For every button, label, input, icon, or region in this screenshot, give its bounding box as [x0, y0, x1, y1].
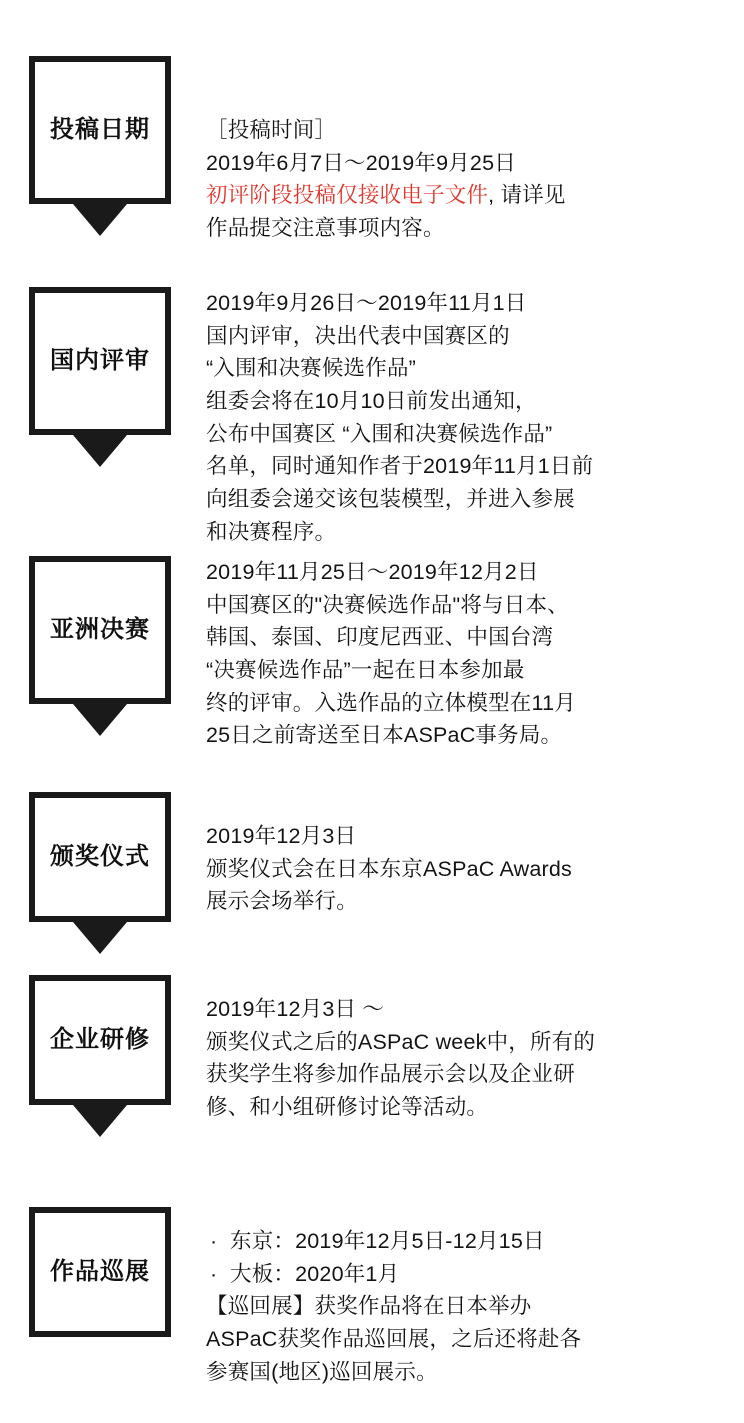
description-line: 公布中国赛区 “入围和决赛候选作品” [206, 421, 553, 446]
description-line: 获奖学生将参加作品展示会以及企业研 [206, 1062, 575, 1087]
description-line: 修、和小组研修讨论等活动。 [206, 1095, 489, 1120]
stage-description-asia-final [200, 520, 744, 752]
stage-description-corporate-training [200, 955, 744, 1124]
arrow-down-icon [73, 204, 127, 236]
description-text [206, 820, 726, 918]
arrow-down-icon [73, 435, 127, 467]
description-line-text: 大板：2020年1月 [230, 1261, 400, 1286]
stage-label-text: 作品巡展 [50, 1257, 150, 1285]
stage-label-group-domestic-review [0, 245, 200, 467]
description-line: ［投稿时间］ [206, 118, 337, 142]
description-line: 韩国、泰国、印度尼西亚、中国台湾 [206, 625, 554, 650]
description-line: “入围和决赛候选作品” [206, 356, 417, 381]
stage-label-group-asia-final [0, 520, 200, 736]
description-line: 和决赛程序。 [206, 519, 337, 544]
stage-label-box-award-ceremony [29, 792, 171, 922]
description-line: 中国赛区的"决赛候选作品"将与日本、 [206, 592, 569, 617]
description-line: 【巡回展】获奖作品将在日本举办 [206, 1294, 532, 1319]
stage-label-group-submission-date [0, 40, 200, 236]
description-line-highlight: 初评阶段投稿仅接收电子文件 [206, 183, 489, 208]
description-line-text: 东京：2019年12月5日-12月15日 [230, 1229, 545, 1253]
stage-label-text: 亚洲决赛 [50, 615, 150, 643]
description-text [206, 1225, 726, 1388]
stage-description-submission-date [200, 40, 744, 245]
description-line: 作品提交注意事项内容。 [206, 216, 445, 241]
arrow-down-icon [73, 922, 127, 954]
description-text [206, 114, 726, 245]
description-line: 2019年6月7日〜2019年9月25日 [206, 150, 516, 175]
description-line: 终的评审。入选作品的立体模型在11月 [206, 690, 576, 715]
description-line: ASPaC获奖作品巡回展，之后还将赴各 [206, 1327, 582, 1352]
stage-label-group-corporate-training [0, 955, 200, 1137]
description-line: 向组委会递交该包装模型，并进入参展 [206, 487, 575, 512]
description-line: 2019年9月26日〜2019年11月1日 [206, 291, 527, 315]
stage-label-box-asia-final [29, 556, 171, 704]
description-line [206, 1258, 726, 1291]
description-text [206, 287, 726, 548]
description-line: “决赛候选作品”一起在日本参加最 [206, 658, 525, 683]
description-line [206, 1225, 726, 1258]
stage-domestic-review [0, 245, 744, 548]
description-text [206, 556, 726, 752]
stage-label-box-corporate-training [29, 975, 171, 1105]
description-line: 国内评审，决出代表中国赛区的 [206, 323, 510, 348]
description-line: 展示会场举行。 [206, 889, 358, 914]
description-line: 25日之前寄送至日本ASPaC事务局。 [206, 723, 563, 748]
stage-label-text: 投稿日期 [50, 115, 150, 143]
stage-description-award-ceremony [200, 770, 744, 918]
bullet-dot-icon: · [210, 1229, 218, 1253]
description-line: 2019年12月3日 〜 [206, 997, 385, 1021]
stage-submission-date [0, 40, 744, 245]
description-line: 颁奖仪式会在日本东京ASPaC Awards [206, 856, 572, 881]
description-line-text: , 请详见 [488, 183, 566, 208]
stage-award-ceremony [0, 770, 744, 954]
stage-label-text: 企业研修 [50, 1025, 150, 1053]
stage-description-domestic-review [200, 245, 744, 548]
description-line: 2019年11月25日〜2019年12月2日 [206, 560, 539, 584]
stage-label-group-award-ceremony [0, 770, 200, 954]
stage-label-box-submission-date [29, 56, 171, 204]
description-line: 参赛国(地区)巡回展示。 [206, 1359, 438, 1384]
stage-corporate-training [0, 955, 744, 1137]
bullet-dot-icon: · [210, 1261, 218, 1286]
description-line: 2019年12月3日 [206, 824, 357, 848]
arrow-down-icon [73, 1105, 127, 1137]
stage-label-box-touring-exhibition [29, 1207, 171, 1337]
stage-label-group-touring-exhibition [0, 1185, 200, 1337]
description-line: 颁奖仪式之后的ASPaC week中，所有的 [206, 1029, 596, 1054]
arrow-down-icon [73, 704, 127, 736]
stage-touring-exhibition [0, 1185, 744, 1388]
description-line [206, 179, 726, 212]
stage-label-box-domestic-review [29, 287, 171, 435]
stage-label-text: 颁奖仪式 [50, 842, 150, 870]
stage-description-touring-exhibition [200, 1185, 744, 1388]
description-text [206, 993, 726, 1124]
description-line: 组委会将在10月10日前发出通知， [206, 389, 537, 414]
stage-label-text: 国内评审 [50, 346, 150, 374]
stage-asia-final [0, 520, 744, 752]
description-line: 名单，同时通知作者于2019年11月1日前 [206, 454, 594, 479]
